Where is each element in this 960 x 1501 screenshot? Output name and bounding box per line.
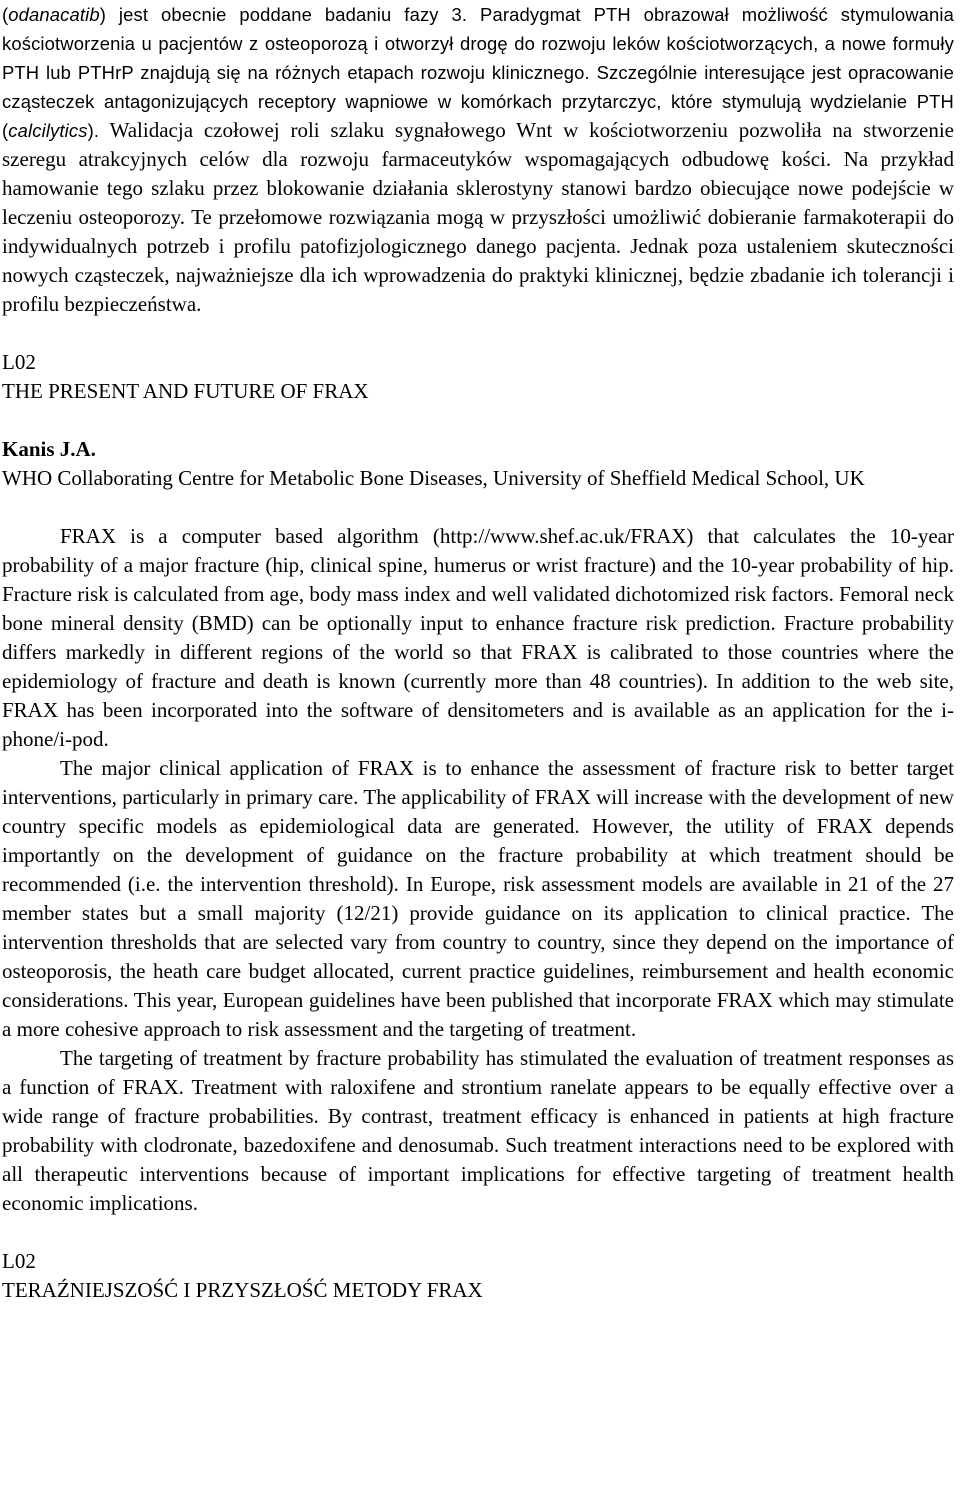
text-run-serif: Walidacja czołowej roli szlaku sygnałowego Wnt w kościotworzeniu pozwoliła na stworzenie szeregu atrakcyjnych celów dla rozwoju farmaceutyków wspomagających odbudowę kości. Na przykład hamowanie tego szlaku przez blokowanie działania sklerostyny stanowi bardzo obiecujące nowe podejście w leczeniu osteoporozy. Te przełomowe rozwiązania mogą w przyszłości umożliwić dobieranie farmakoterapii do indywidualnych potrzeb i profilu patofizjologicznego danego pacjenta. Jednak poza ustaleniem skuteczności nowych cząsteczek, najważniejsze dla ich wprowadzenia do praktyki klinicznej, będzie zbadanie ich tolerancji i profilu bezpieczeństwa. xyxy=(2,118,954,316)
abstract-author: Kanis J.A. xyxy=(2,437,96,461)
abstract-body xyxy=(2,522,954,1218)
polish-abstract-code: L02 xyxy=(2,1249,36,1273)
italic-term: calcilytics xyxy=(8,120,88,141)
text-run: ) jest obecnie poddane badaniu fazy 3. Paradygmat PTH obrazował możliwość stymulowania kościotworzenia u pacjentów z osteoporozą i otworzył drogę do rozwoju leków kościotworzących, a nowe formuły PTH lub PTHrP znajdują się na różnych etapach rozwoju klinicznego. Szczególnie interesujące jest opracowanie cząsteczek antagonizujących receptory wapniowe w komórkach przytarczyc, które stymulują wydzielanie PTH ( xyxy=(2,4,954,141)
text-run: ( xyxy=(2,4,9,25)
abstract-paragraph: The targeting of treatment by fracture probability has stimulated the evaluation of treatment responses as a function of FRAX. Treatment with raloxifene and strontium ranelate appears to be equally effective over a wide range of fracture probabilities. By contrast, treatment efficacy is enhanced in patients at high fracture probability with clodronate, bazedoxifene and denosumab. Such treatment interactions need to be explored with all therapeutic interventions because of important implications for effective targeting of treatment health economic implications. xyxy=(2,1046,954,1215)
polish-intro-paragraph xyxy=(2,0,954,319)
text-run: ). xyxy=(87,120,100,141)
abstract-paragraph: FRAX is a computer based algorithm (http://www.shef.ac.uk/FRAX) that calculates the 10-year probability of a major fracture (hip, clinical spine, humerus or wrist fracture) and the 10-year probability of hip. Fracture risk is calculated from age, body mass index and well validated dichotomized risk factors. Femoral neck bone mineral density (BMD) can be optionally input to enhance fracture risk prediction. Fracture probability differs markedly in different regions of the world so that FRAX is calibrated to those countries where the epidemiology of fracture and death is known (currently more than 48 countries). In addition to the web site, FRAX has been incorporated into the software of densitometers and is available as an application for the i-phone/i-pod. xyxy=(2,524,954,751)
abstract-code: L02 xyxy=(2,350,36,374)
abstract-affiliation: WHO Collaborating Centre for Metabolic Bone Diseases, University of Sheffield Medical School, UK xyxy=(2,466,865,490)
document-page xyxy=(2,0,954,1305)
italic-drug-name: odanacatib xyxy=(8,4,100,25)
polish-abstract-title: TERAŹNIEJSZOŚĆ I PRZYSZŁOŚĆ METODY FRAX xyxy=(2,1278,483,1302)
abstract-paragraph: The major clinical application of FRAX is to enhance the assessment of fracture risk to better target interventions, particularly in primary care. The applicability of FRAX will increase with the development of new country specific models as epidemiological data are generated. However, the utility of FRAX depends importantly on the development of guidance on the fracture probability at which treatment should be recommended (i.e. the intervention threshold). In Europe, risk assessment models are available in 21 of the 27 member states but a small majority (12/21) provide guidance on its application to clinical practice. The intervention thresholds that are selected vary from country to country, since they depend on the importance of osteoporosis, the heath care budget allocated, current practice guidelines, reimbursement and health economic considerations. This year, European guidelines have been published that incorporate FRAX which may stimulate a more cohesive approach to risk assessment and the targeting of treatment. xyxy=(2,756,954,1041)
abstract-title: THE PRESENT AND FUTURE OF FRAX xyxy=(2,379,369,403)
